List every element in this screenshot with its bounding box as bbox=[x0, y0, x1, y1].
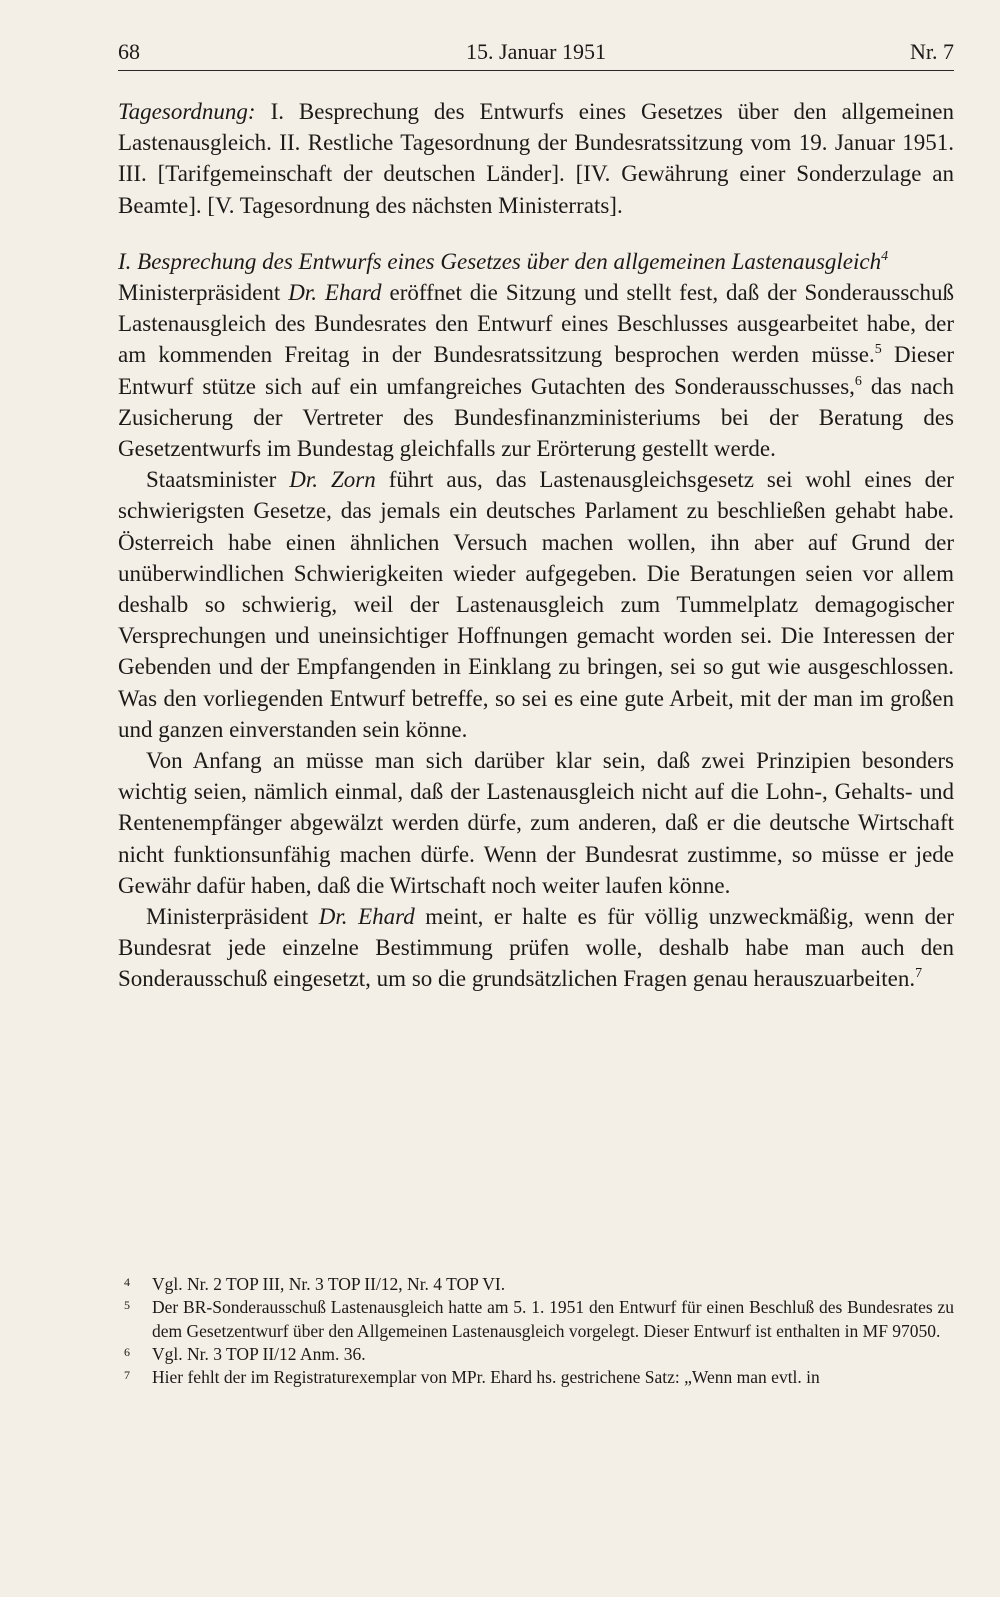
footnote-text: Vgl. Nr. 2 TOP III, Nr. 3 TOP II/12, Nr. 4 TOP VI. bbox=[152, 1274, 506, 1294]
footnote-6 bbox=[118, 1343, 954, 1366]
paragraph-zorn bbox=[118, 464, 954, 745]
running-header bbox=[118, 34, 954, 70]
section-heading-text: I. Besprechung des Entwurfs eines Gesetzes über den allgemeinen Lastenausgleich bbox=[118, 248, 882, 274]
footnote-number: 4 bbox=[124, 1275, 130, 1289]
header-date: 15. Januar 1951 bbox=[466, 39, 606, 64]
paragraph-text: führt aus, das Lastenausgleichsgesetz sei wohl eines der schwierigsten Gesetze, das jemals ein deutsches Parlament zu beschließen gehabt habe. Österreich habe einen ähnlichen Versuch machen wollen, ihn aber auf Grund der unüberwindlichen Schwierigkeiten wieder aufgegeben. Die Beratungen seien vor allem deshalb so schwierig, weil der Lastenausgleich zum Tummelplatz demagogischer Versprechungen und uneinsichtiger Hoffnungen gemacht worden sei. Die Interessen der Gebenden und der Empfangenden in Einklang zu bringen, sei so gut wie ausgeschlossen. Was den vorliegenden Entwurf betreffe, so sei es eine gute Arbeit, mit der man im großen und ganzen einverstanden sein könne. bbox=[118, 467, 954, 742]
footnote-ref-4[interactable]: 4 bbox=[881, 248, 889, 264]
paragraph-text: Von Anfang an müsse man sich darüber klar sein, daß zwei Prinzipien besonders wichtig seien, nämlich einmal, daß der Lastenausgleich nicht auf die Lohn-, Gehalts- und Rentenempfänger abgewälzt werden dürfe, zum anderen, daß er die deutsche Wirtschaft nicht funktionsunfähig machen dürfe. Wenn der Bundesrat zustimme, so müsse er jede Gewähr dafür haben, daß die Wirtschaft noch weiter laufen könne. bbox=[118, 748, 954, 898]
issue-number: Nr. 7 bbox=[910, 39, 954, 64]
paragraph-ehard-reply bbox=[118, 901, 954, 995]
footnote-text: Hier fehlt der im Registraturexemplar von MPr. Ehard hs. gestrichene Satz: „Wenn man evtl. in bbox=[152, 1367, 820, 1388]
paragraph-principles bbox=[118, 745, 954, 901]
footnote-5 bbox=[118, 1296, 954, 1343]
footnote-number: 6 bbox=[124, 1344, 130, 1359]
paragraph-text: eröffnet die Sitzung und stellt fest, daß der Sonderausschuß Lastenausgleich des Bundesrates den Entwurf eines Beschlusses ausgearbeitet habe, der am kommenden Freitag in der Bundesratssitzung besprochen werden müsse. bbox=[118, 280, 954, 368]
agenda-text: I. Besprechung des Entwurfs eines Gesetzes über den allgemeinen Lastenausgleich. II. Restliche Tagesordnung der Bundesratssitzung vom 19. Januar 1951. III. [Tarifgemeinschaft der deutschen Länder]. [IV. Gewährung einer Sonderzulage an Beamte]. [V. Tagesordnung des nächsten Ministerrats]. bbox=[118, 99, 955, 218]
footnote-text: Vgl. Nr. 3 TOP II/12 Anm. 36. bbox=[152, 1343, 366, 1364]
speaker-name: Dr. Ehard bbox=[288, 280, 382, 306]
footnote-ref-7[interactable]: 7 bbox=[915, 966, 923, 982]
footnote-number: 5 bbox=[124, 1298, 130, 1313]
paragraph-text: Ministerpräsident bbox=[146, 904, 319, 930]
paragraph-ehard-opening bbox=[118, 277, 954, 464]
paragraph-text: Ministerpräsident bbox=[118, 280, 289, 306]
header-rule bbox=[118, 70, 954, 71]
footnote-7 bbox=[118, 1366, 954, 1389]
paragraph-text: das nach Zusicherung der Vertreter des Bundesfinanzministeriums bei der Beratung des Gesetzentwurfs im Bundestag gleichfalls zur Erörterung gestellt werde. bbox=[118, 373, 954, 462]
paragraph-text: Dieser Entwurf stütze sich auf ein umfangreiches Gutachten des Sonderausschusses, bbox=[118, 342, 955, 399]
speaker-name: Dr. Zorn bbox=[289, 467, 376, 493]
footnotes bbox=[118, 1273, 954, 1389]
footnote-text: Der BR-Sonderausschuß Lastenausgleich hatte am 5. 1. 1951 den Entwurf für einen Beschluß des Bundesrates zu dem Gesetzentwurf über den Allgemeinen Lastenausgleich vorgelegt. Dieser Entwurf ist enthalten in MF 97050. bbox=[152, 1297, 954, 1341]
agenda-paragraph bbox=[118, 96, 954, 221]
main-text bbox=[118, 96, 954, 995]
section-heading bbox=[118, 246, 954, 277]
speaker-name: Dr. Ehard bbox=[318, 904, 415, 930]
paragraph-text: meint, er halte es für völlig unzweckmäßig, wenn der Bundesrat jede einzelne Bestimmung prüfen wolle, deshalb habe man auch den Sonderausschuß eingesetzt, um so die grundsätzlichen Fragen genau herauszuarbeiten. bbox=[118, 904, 954, 992]
page-number: 68 bbox=[118, 39, 140, 64]
footnote-4 bbox=[118, 1273, 954, 1296]
footnote-ref-5[interactable]: 5 bbox=[874, 342, 882, 358]
agenda-label: Tagesordnung: bbox=[118, 99, 256, 124]
footnote-number: 7 bbox=[124, 1368, 130, 1383]
paragraph-text: Staatsminister bbox=[146, 467, 290, 493]
footnote-ref-6[interactable]: 6 bbox=[854, 373, 862, 389]
